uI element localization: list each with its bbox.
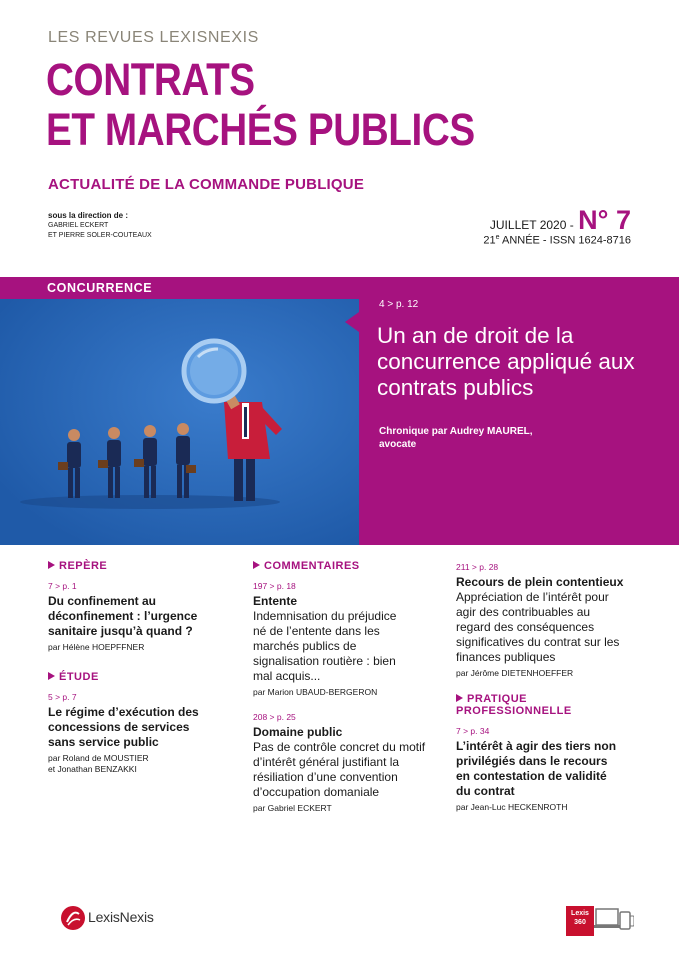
article-byline: par Marion UBAUD-BERGERON <box>253 687 378 697</box>
article-ref: 7 > p. 1 <box>48 581 77 591</box>
section-etude: ÉTUDE <box>48 671 218 683</box>
article-ref: 211 > p. 28 <box>456 562 499 572</box>
feature-panel <box>359 277 679 545</box>
article-title[interactable]: Recours de plein contentieux <box>456 575 624 589</box>
article-ref: 208 > p. 25 <box>253 712 296 722</box>
issn-line: 21e ANNÉE - ISSN 1624-8716 <box>483 234 631 247</box>
direction-label: sous la direction de : <box>48 211 129 220</box>
article-title[interactable]: L’intérêt à agir des tiers non privilégiés dans le recours en contestation de validité du contrat <box>456 739 617 798</box>
triangle-icon <box>48 561 55 569</box>
column-2 <box>253 560 433 814</box>
article-byline: par Jean-Luc HECKENROTH <box>456 802 568 812</box>
journal-subtitle: ACTUALITÉ DE LA COMMANDE PUBLIQUE <box>48 176 365 193</box>
series-name: LES REVUES LEXISNEXIS <box>48 29 259 46</box>
article-ref: 5 > p. 7 <box>48 692 77 702</box>
section-commentaires: COMMENTAIRES <box>253 560 433 572</box>
section-pratique-professionnelle: PRATIQUE PROFESSIONNELLE <box>456 693 572 717</box>
article-byline: par Roland de MOUSTIER et Jonathan BENZAKKI <box>48 753 149 774</box>
issue-info <box>483 205 631 247</box>
section-repere: REPÈRE <box>48 560 218 572</box>
lexisnexis-logo-icon <box>60 905 86 931</box>
director-2: ET PIERRE SOLER-COUTEAUX <box>48 232 152 239</box>
article-summary: Indemnisation du préjudice né de l’entente dans les marchés publics de signalisation routière : bien mal acquis... <box>253 609 397 683</box>
issue-number: N° 7 <box>578 205 631 235</box>
cover-illustration <box>0 299 359 545</box>
triangle-icon <box>253 561 260 569</box>
lexis360-badge: Lexis 360 <box>566 906 594 936</box>
article-title[interactable]: Du confinement au déconfinement : l’urgence sanitaire jusqu’à quand ? <box>48 594 198 638</box>
article-title[interactable]: Entente <box>253 594 298 608</box>
panel-notch <box>345 312 359 332</box>
feature-section-label: CONCURRENCE <box>47 281 153 295</box>
feature-ref: 4 > p. 12 <box>379 299 419 310</box>
triangle-icon <box>48 672 55 680</box>
feature-title[interactable]: Un an de droit de la concurrence appliqué aux contrats publics <box>377 323 635 400</box>
article-byline: par Jérôme DIETENHOEFFER <box>456 668 574 678</box>
article-ref: 197 > p. 18 <box>253 581 296 591</box>
article-byline: par Gabriel ECKERT <box>253 803 332 813</box>
feature-author: Chronique par Audrey MAUREL, avocate <box>379 426 533 450</box>
journal-title-line2: ET MARCHÉS PUBLICS <box>46 104 475 155</box>
publisher-name: LexisNexis <box>88 909 154 925</box>
article-summary: Appréciation de l’intérêt pour agir des contribuables au regard des conséquences significatives du contrat sur les finances publiques <box>456 590 620 664</box>
triangle-icon <box>456 694 463 702</box>
column-1 <box>48 560 218 775</box>
director-1: GABRIEL ECKERT <box>48 222 109 229</box>
column-3 <box>456 562 636 813</box>
article-byline: par Hélène HOEPFFNER <box>48 642 145 652</box>
journal-title-line1: CONTRATS <box>46 54 255 105</box>
devices-icon <box>594 906 634 936</box>
article-title[interactable]: Domaine public <box>253 725 343 739</box>
issue-date: JUILLET 2020 - <box>489 218 574 232</box>
article-summary: Pas de contrôle concret du motif d’intérêt général justifiant la résiliation d’une convention d’occupation domaniale <box>253 740 426 799</box>
article-ref: 7 > p. 34 <box>456 726 490 736</box>
editorial-direction <box>48 211 152 241</box>
article-title[interactable]: Le régime d’exécution des concessions de services sans service public <box>48 705 199 749</box>
